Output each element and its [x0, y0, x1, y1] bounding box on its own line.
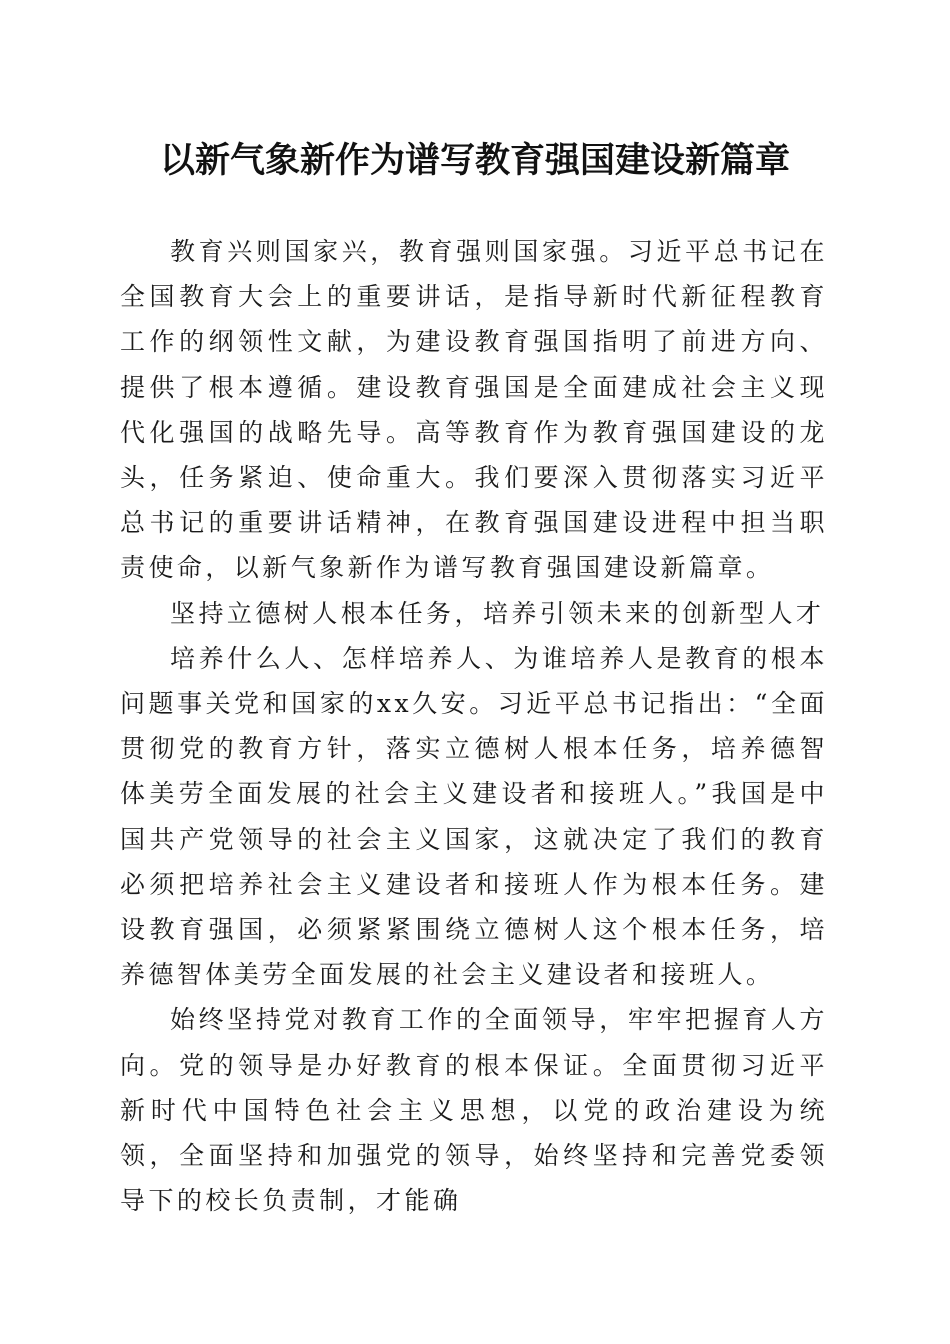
- paragraph-intro: 教育兴则国家兴，教育强则国家强。习近平总书记在全国教育大会上的重要讲话，是指导新时代新征程教育工作的纲领性文献，为建设教育强国指明了前进方向、提供了根本遵循。建设教育强国是全面建成社会主义现代化强国的战略先导。高等教育作为教育强国建设的龙头，任务紧迫、使命重大。我们要深入贯彻落实习近平总书记的重要讲话精神，在教育强国建设进程中担当职责使命，以新气象新作为谱写教育强国建设新篇章。: [120, 237, 828, 583]
- document-body: [120, 229, 828, 1223]
- paragraph-party-leadership: 始终坚持党对教育工作的全面领导，牢牢把握育人方向。党的领导是办好教育的根本保证。全面贯彻习近平新时代中国特色社会主义思想，以党的政治建设为统领，全面坚持和加强党的领导，始终坚持和完善党委领导下的校长负责制，才能确: [120, 1005, 828, 1216]
- section-heading: 坚持立德树人根本任务，培养引领未来的创新型人才: [170, 598, 825, 628]
- document-title: 以新气象新作为谱写教育强国建设新篇章: [159, 140, 790, 181]
- paragraph-cultivation: 培养什么人、怎样培养人、为谁培养人是教育的根本问题事关党和国家的xx久安。习近平总书记指出：“全面贯彻党的教育方针，落实立德树人根本任务，培养德智体美劳全面发展的社会主义建设者和接班人。”我国是中国共产党领导的社会主义国家，这就决定了我们的教育必须把培养社会主义建设者和接班人作为根本任务。建设教育强国，必须紧紧围绕立德树人这个根本任务，培养德智体美劳全面发展的社会主义建设者和接班人。: [120, 643, 828, 990]
